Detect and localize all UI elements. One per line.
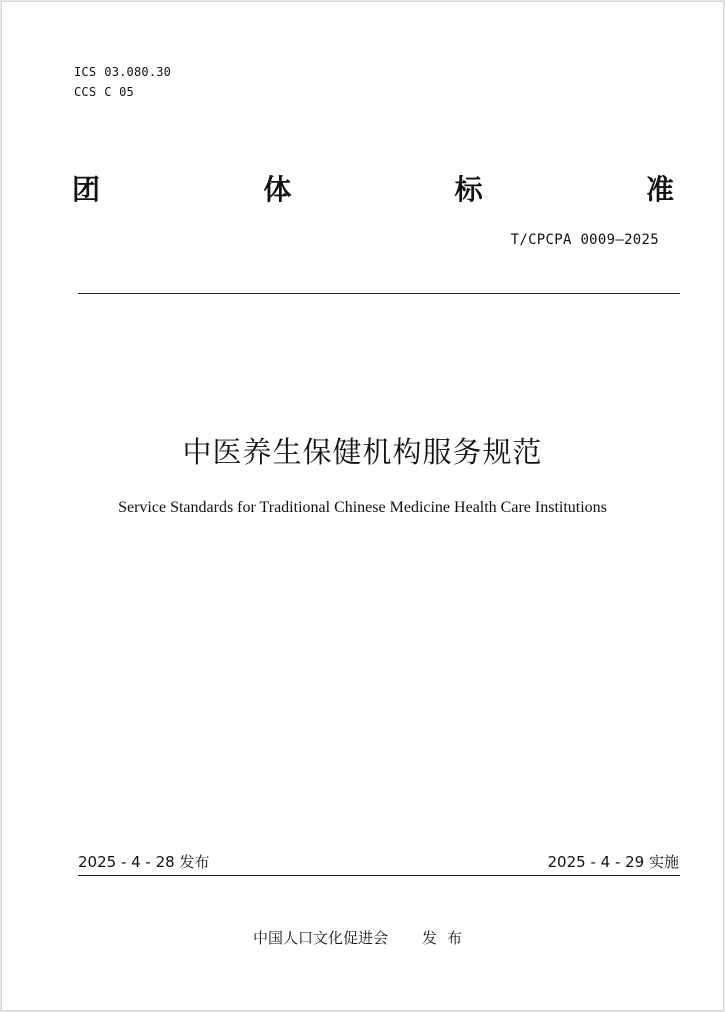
document-page xyxy=(1,1,724,1011)
implementation-date: 2025 - 4 - 29 实施 xyxy=(547,853,679,871)
ccs-code xyxy=(74,85,134,99)
top-divider xyxy=(78,293,680,294)
document-title-english: Service Standards for Traditional Chinese Medicine Health Care Institutions xyxy=(118,499,607,516)
ccs-value: C 05 xyxy=(104,85,134,99)
standard-type-heading xyxy=(72,172,674,208)
document-title-chinese: 中医养生保健机构服务规范 xyxy=(182,435,543,469)
standard-type-char: 体 xyxy=(263,173,292,206)
issue-date: 2025 - 4 - 28 发布 xyxy=(78,853,210,871)
ics-label: ICS xyxy=(74,65,97,79)
publisher-action: 发布 xyxy=(422,929,473,947)
standard-number: T/CPCPA 0009—2025 xyxy=(510,232,659,248)
ccs-label: CCS xyxy=(74,85,97,99)
standard-type-char: 准 xyxy=(645,173,674,206)
bottom-divider xyxy=(78,875,680,876)
standard-type-char: 标 xyxy=(454,173,483,206)
publisher-name: 中国人口文化促进会 xyxy=(252,929,388,947)
ics-value: 03.080.30 xyxy=(104,65,172,79)
publisher-line xyxy=(2,928,723,948)
standard-type-char: 团 xyxy=(72,173,101,206)
ics-code xyxy=(74,65,171,79)
